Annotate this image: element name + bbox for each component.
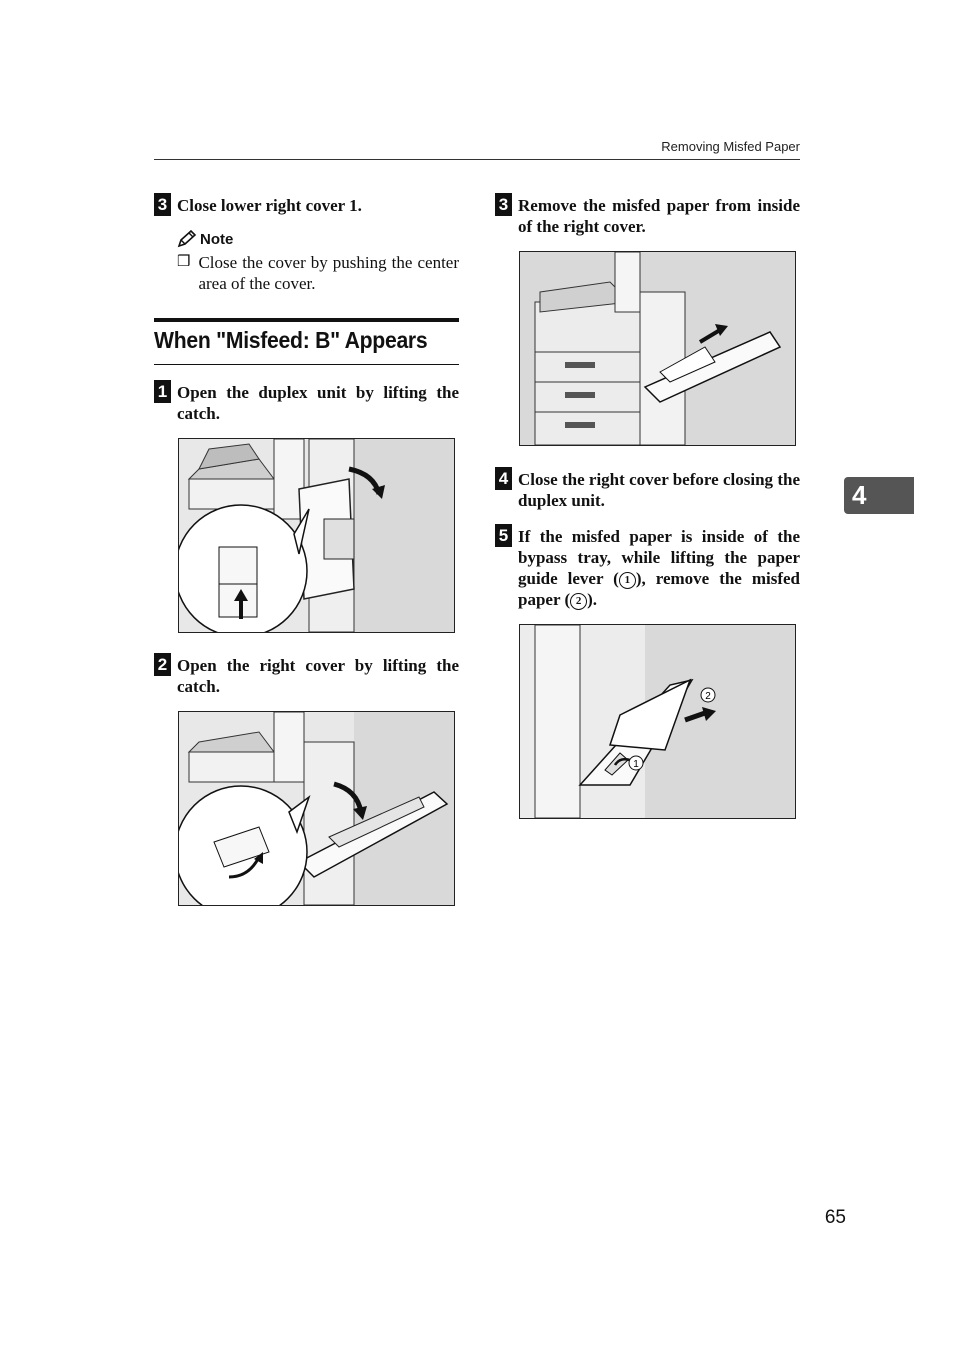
section-title: When "Misfeed: B" Appears bbox=[154, 327, 428, 353]
marker-1: 1 bbox=[619, 572, 636, 589]
step-number: 4 bbox=[495, 467, 512, 490]
note-block bbox=[177, 230, 459, 294]
step-bypass-tray bbox=[495, 526, 800, 610]
bypass-tray-illustration bbox=[520, 625, 795, 818]
note-item bbox=[177, 252, 459, 294]
step-number: 2 bbox=[154, 653, 171, 676]
figure-open-duplex bbox=[178, 438, 455, 633]
step-close-right-cover bbox=[495, 469, 800, 511]
step-number: 3 bbox=[154, 193, 171, 216]
printer-misfed-paper-illustration bbox=[520, 252, 795, 445]
step-text: Close the right cover before closing the duplex unit. bbox=[518, 470, 800, 510]
label-2: 2 bbox=[705, 691, 711, 702]
header-rule bbox=[154, 159, 800, 160]
step-text-part: If the misfed paper is inside of the bypass tray, while lifting the paper guide lever ( bbox=[518, 527, 800, 588]
label-1: 1 bbox=[633, 759, 639, 770]
figure-remove-paper bbox=[519, 251, 796, 446]
chapter-tab: 4 bbox=[844, 477, 914, 514]
step-text: Close lower right cover 1. bbox=[177, 196, 362, 215]
step-text bbox=[518, 526, 800, 610]
section-rule-bottom bbox=[154, 364, 459, 365]
note-label: Note bbox=[200, 230, 234, 248]
printer-right-cover-illustration bbox=[179, 712, 454, 905]
marker-2: 2 bbox=[570, 593, 587, 610]
step-text-part: ). bbox=[587, 590, 598, 609]
step-number: 1 bbox=[154, 380, 171, 403]
printer-duplex-illustration bbox=[179, 439, 454, 632]
step-close-lower-cover bbox=[154, 195, 459, 216]
running-header: Removing Misfed Paper bbox=[661, 139, 800, 154]
step-open-right-cover bbox=[154, 655, 459, 697]
step-text-part: ), remove the misfed paper ( bbox=[518, 569, 800, 609]
note-heading bbox=[177, 230, 459, 248]
step-number: 5 bbox=[495, 524, 512, 547]
pencil-icon bbox=[177, 230, 197, 248]
figure-open-right-cover bbox=[178, 711, 455, 906]
checkbox-icon: ❒ bbox=[177, 254, 191, 270]
step-text: Remove the misfed paper from inside of the right cover. bbox=[518, 196, 800, 236]
page-number: 65 bbox=[824, 1207, 846, 1228]
step-text: Open the right cover by lifting the catch. bbox=[177, 656, 459, 696]
section-rule-top bbox=[154, 318, 459, 322]
step-open-duplex bbox=[154, 382, 459, 424]
step-text: Open the duplex unit by lifting the catch. bbox=[177, 383, 459, 423]
step-remove-paper bbox=[495, 195, 800, 237]
note-text: Close the cover by pushing the center area of the cover. bbox=[198, 253, 459, 293]
step-number: 3 bbox=[495, 193, 512, 216]
figure-bypass-tray bbox=[519, 624, 796, 819]
